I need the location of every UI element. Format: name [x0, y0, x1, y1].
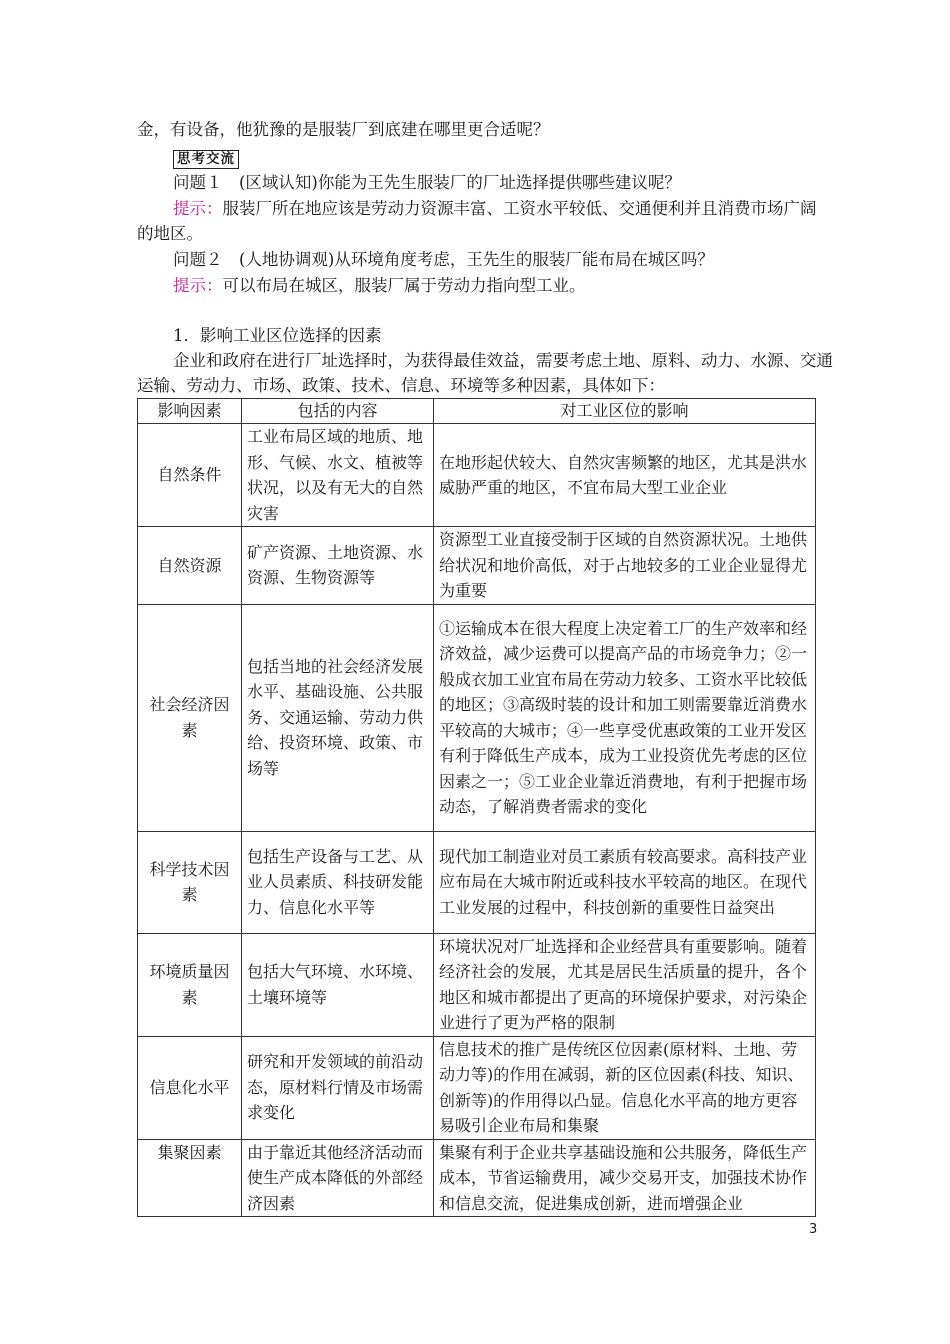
impact-cell: 集聚有利于企业共享基础设施和公共服务，降低生产成本，节省运输费用，减少交易开支，加强技术协作和信息交流，促进集成创新，进而增强企业: [434, 1139, 816, 1217]
table-row: [138, 604, 816, 831]
page-number: 3: [809, 1222, 818, 1237]
factor-cell: 自然资源: [138, 527, 242, 605]
question-1-hint-cont: 的地区。: [137, 224, 203, 243]
factor-cell: 自然条件: [138, 424, 242, 527]
factors-table: [137, 398, 816, 1217]
paragraph-line-1: 企业和政府在进行厂址选择时，为获得最佳效益，需要考虑土地、原料、动力、水源、交通: [173, 351, 833, 370]
column-header: 包括的内容: [242, 399, 434, 424]
impact-cell: 资源型工业直接受制于区域的自然资源状况。土地供给状况和地价高低，对于占地较多的工业企业显得尤为重要: [434, 527, 816, 605]
factor-cell: 社会经济因素: [138, 604, 242, 831]
table-row: [138, 831, 816, 933]
factor-cell: 信息化水平: [138, 1036, 242, 1139]
table-row: [138, 424, 816, 527]
impact-cell: 信息技术的推广是传统区位因素(原材料、土地、劳动力等)的作用在减弱，新的区位因素(科技、知识、创新等)的作用得以凸显。信息化水平高的地方更容易吸引企业布局和集聚: [434, 1036, 816, 1139]
content-cell: 由于靠近其他经济活动而使生产成本降低的外部经济因素: [242, 1139, 434, 1217]
section-heading: 1．影响工业区位选择的因素: [173, 326, 382, 345]
factor-cell: 环境质量因素: [138, 933, 242, 1036]
impact-cell: 现代加工制造业对员工素质有较高要求。高科技产业应布局在大城市附近或科技水平较高的地区。在现代工业发展的过程中，科技创新的重要性日益突出: [434, 831, 816, 933]
content-cell: 包括生产设备与工艺、从业人员素质、科技研发能力、信息化水平等: [242, 831, 434, 933]
content-cell: 研究和开发领域的前沿动态，原材料行情及市场需求变化: [242, 1036, 434, 1139]
content-cell: 包括当地的社会经济发展水平、基础设施、公共服务、交通运输、劳动力供给、投资环境、政策、市场等: [242, 604, 434, 831]
impact-cell: ①运输成本在很大程度上决定着工厂的生产效率和经济效益，减少运费可以提高产品的市场竞争力；②一般成衣加工业宜布局在劳动力较多、工资水平比较低的地区；③高级时装的设计和加工则需要靠近消费水平较高的大城市；④一些享受优惠政策的工业开发区有利于降低生产成本，成为工业投资优先考虑的区位因素之一；⑤工业企业靠近消费地，有利于把握市场动态，了解消费者需求的变化: [434, 604, 816, 831]
content-cell: 工业布局区域的地质、地形、气候、水文、植被等状况，以及有无大的自然灾害: [242, 424, 434, 527]
content-cell: 包括大气环境、水环境、土壤环境等: [242, 933, 434, 1036]
hint-text: 服装厂所在地应该是劳动力资源丰富、工资水平较低、交通便利并且消费市场广阔: [222, 199, 817, 218]
intro-line: 金，有设备，他犹豫的是服装厂到底建在哪里更合适呢？: [137, 120, 550, 139]
question-1: 问题１ (区域认知)你能为王先生服装厂的厂址选择提供哪些建议呢？: [173, 173, 681, 192]
question-2-hint: [173, 274, 586, 298]
paragraph-line-2: 运输、劳动力、市场、政策、技术、信息、环境等多种因素，具体如下：: [137, 376, 665, 395]
section-tag: 思考交流: [173, 150, 239, 169]
question-2: 问题２ (人地协调观)从环境角度考虑，王先生的服装厂能布局在城区吗？: [173, 250, 714, 269]
column-header: 对工业区位的影响: [434, 399, 816, 424]
hint-label: 提示：: [173, 276, 223, 295]
impact-cell: 在地形起伏较大、自然灾害频繁的地区，尤其是洪水威胁严重的地区，不宜布局大型工业企业: [434, 424, 816, 527]
table-row: [138, 1036, 816, 1139]
table-row: [138, 933, 816, 1036]
content-cell: 矿产资源、土地资源、水资源、生物资源等: [242, 527, 434, 605]
table-header-row: [138, 399, 816, 424]
factor-cell: 科学技术因素: [138, 831, 242, 933]
impact-cell: 环境状况对厂址选择和企业经营具有重要影响。随着经济社会的发展，尤其是居民生活质量的提升，各个地区和城市都提出了更高的环境保护要求，对污染企业进行了更为严格的限制: [434, 933, 816, 1036]
factor-cell: 集聚因素: [138, 1139, 242, 1217]
hint-text: 可以布局在城区，服装厂属于劳动力指向型工业。: [222, 276, 586, 295]
column-header: 影响因素: [138, 399, 242, 424]
hint-label: 提示：: [173, 199, 223, 218]
table-row: [138, 527, 816, 605]
table-row: [138, 1139, 816, 1217]
question-1-hint: [173, 197, 817, 221]
